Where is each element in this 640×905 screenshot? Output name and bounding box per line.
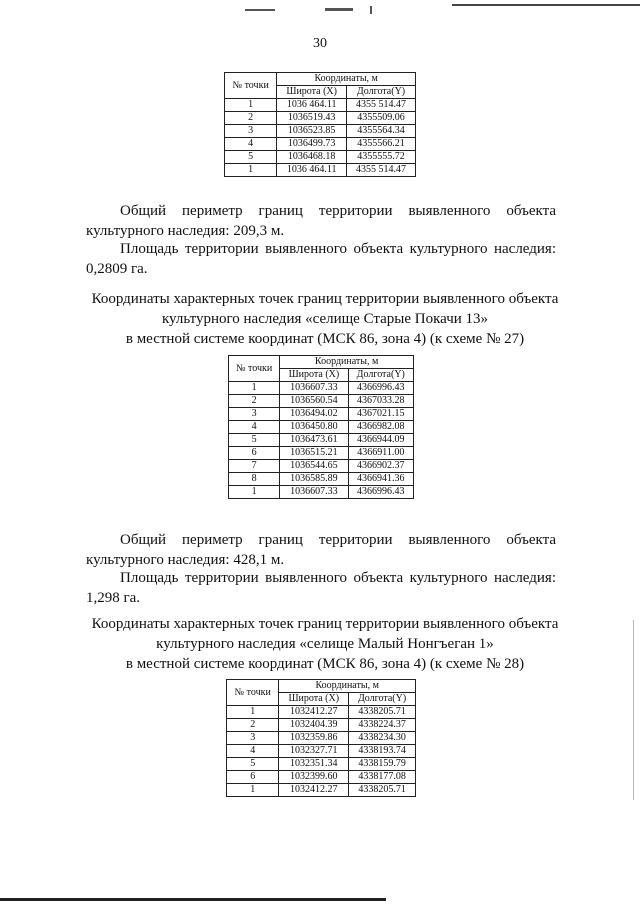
cell-latitude: 1032359.86 [279, 732, 349, 745]
header-coordinates: Координаты, м [277, 73, 416, 86]
header-longitude: Долгота(Y) [347, 86, 416, 99]
cell-latitude: 1036560.54 [280, 395, 348, 408]
cell-point-no: 3 [225, 125, 277, 138]
perimeter-text-1: Общий периметр границ территории выявленного объекта культурного наследия: 209,3 м. [86, 203, 556, 239]
cell-latitude: 1032399.60 [279, 771, 349, 784]
cell-point-no: 1 [227, 706, 279, 719]
cell-point-no: 5 [227, 758, 279, 771]
cell-point-no: 6 [227, 771, 279, 784]
table-row [229, 434, 414, 447]
cell-latitude: 1036519.43 [277, 112, 347, 125]
table-row [227, 732, 416, 745]
cell-point-no: 2 [225, 112, 277, 125]
cell-latitude: 1032351.34 [279, 758, 349, 771]
header-longitude: Долгота(Y) [349, 693, 416, 706]
perimeter-text-2: Общий периметр границ территории выявленного объекта культурного наследия: 428,1 м. [86, 532, 556, 568]
cell-latitude: 1036607.33 [280, 486, 348, 499]
page-number: 30 [313, 36, 327, 51]
cell-latitude: 1036585.89 [280, 473, 348, 486]
cell-point-no: 2 [229, 395, 280, 408]
table-row [227, 784, 416, 797]
table-row [229, 408, 414, 421]
header-point-no: № точки [227, 680, 279, 706]
cell-longitude: 4355566.21 [347, 138, 416, 151]
cell-longitude: 4366982.08 [348, 421, 413, 434]
cell-latitude: 1036 464.11 [277, 99, 347, 112]
cell-longitude: 4338193.74 [349, 745, 416, 758]
cell-point-no: 4 [229, 421, 280, 434]
cell-point-no: 7 [229, 460, 280, 473]
cell-point-no: 3 [227, 732, 279, 745]
section-heading-3: Координаты характерных точек границ территории выявленного объекта культурного наследия «селище Малый Нонгъеган 1» в местной системе координат (МСК 86, зона 4) (к схеме № 28) [91, 616, 559, 672]
cell-longitude: 4366996.43 [348, 382, 413, 395]
cell-latitude: 1036468.18 [277, 151, 347, 164]
table-row [227, 771, 416, 784]
header-point-no: № точки [225, 73, 277, 99]
cell-point-no: 4 [227, 745, 279, 758]
scan-line-bottom [0, 898, 386, 901]
scan-artifact-right [633, 620, 634, 800]
cell-latitude: 1036 464.11 [277, 164, 347, 177]
cell-point-no: 2 [227, 719, 279, 732]
cell-point-no: 5 [225, 151, 277, 164]
table-row [225, 125, 416, 138]
header-latitude: Широта (X) [277, 86, 347, 99]
cell-longitude: 4366911.00 [348, 447, 413, 460]
header-coordinates: Координаты, м [280, 356, 414, 369]
cell-longitude: 4366941.36 [348, 473, 413, 486]
cell-point-no: 1 [227, 784, 279, 797]
table-row [225, 151, 416, 164]
cell-longitude: 4366944.09 [348, 434, 413, 447]
cell-longitude: 4367021.15 [348, 408, 413, 421]
cell-longitude: 4355 514.47 [347, 99, 416, 112]
cell-longitude: 4355564.34 [347, 125, 416, 138]
table-row [225, 164, 416, 177]
cell-point-no: 1 [229, 486, 280, 499]
cell-point-no: 6 [229, 447, 280, 460]
table-row [229, 460, 414, 473]
cell-longitude: 4366902.37 [348, 460, 413, 473]
table-row [229, 486, 414, 499]
cell-longitude: 4355555.72 [347, 151, 416, 164]
cell-latitude: 1032404.39 [279, 719, 349, 732]
header-latitude: Широта (X) [279, 693, 349, 706]
coordinates-table-1 [224, 72, 416, 177]
table-row [225, 99, 416, 112]
table-row [229, 395, 414, 408]
header-coordinates: Координаты, м [279, 680, 416, 693]
cell-point-no: 3 [229, 408, 280, 421]
cell-longitude: 4355 514.47 [347, 164, 416, 177]
cell-latitude: 1036450.80 [280, 421, 348, 434]
cell-latitude: 1036515.21 [280, 447, 348, 460]
table-row [225, 138, 416, 151]
table-row [229, 473, 414, 486]
cell-longitude: 4338234.30 [349, 732, 416, 745]
header-latitude: Широта (X) [280, 369, 348, 382]
cell-latitude: 1036473.61 [280, 434, 348, 447]
area-text-2: Площадь территории выявленного объекта культурного наследия: 1,298 га. [86, 570, 556, 606]
cell-latitude: 1036494.02 [280, 408, 348, 421]
cell-latitude: 1032327.71 [279, 745, 349, 758]
cell-latitude: 1036607.33 [280, 382, 348, 395]
header-longitude: Долгота(Y) [348, 369, 413, 382]
table-row [227, 719, 416, 732]
cell-point-no: 5 [229, 434, 280, 447]
table-row [229, 447, 414, 460]
area-text-1: Площадь территории выявленного объекта культурного наследия: 0,2809 га. [86, 241, 556, 277]
table-row [229, 382, 414, 395]
cell-latitude: 1036523.85 [277, 125, 347, 138]
cell-point-no: 1 [229, 382, 280, 395]
section-heading-2: Координаты характерных точек границ территории выявленного объекта культурного наследия «селище Старые Покачи 13» в местной системе координат (МСК 86, зона 4) (к схеме № 27) [91, 291, 559, 347]
table-row [227, 758, 416, 771]
cell-point-no: 1 [225, 99, 277, 112]
cell-latitude: 1036544.65 [280, 460, 348, 473]
table-row [227, 745, 416, 758]
cell-latitude: 1032412.27 [279, 784, 349, 797]
cell-longitude: 4338205.71 [349, 706, 416, 719]
cell-latitude: 1032412.27 [279, 706, 349, 719]
cell-point-no: 4 [225, 138, 277, 151]
table-row [225, 112, 416, 125]
table-row [227, 706, 416, 719]
scan-artifact-top [245, 6, 375, 14]
coordinates-table-2 [228, 355, 414, 499]
scan-line-top [452, 4, 640, 6]
cell-longitude: 4338159.79 [349, 758, 416, 771]
header-point-no: № точки [229, 356, 280, 382]
cell-longitude: 4366996.43 [348, 486, 413, 499]
cell-point-no: 8 [229, 473, 280, 486]
table-row [229, 421, 414, 434]
cell-longitude: 4338177.08 [349, 771, 416, 784]
cell-longitude: 4355509.06 [347, 112, 416, 125]
coordinates-table-3 [226, 679, 416, 797]
cell-longitude: 4367033.28 [348, 395, 413, 408]
cell-latitude: 1036499.73 [277, 138, 347, 151]
cell-longitude: 4338205.71 [349, 784, 416, 797]
cell-point-no: 1 [225, 164, 277, 177]
cell-longitude: 4338224.37 [349, 719, 416, 732]
